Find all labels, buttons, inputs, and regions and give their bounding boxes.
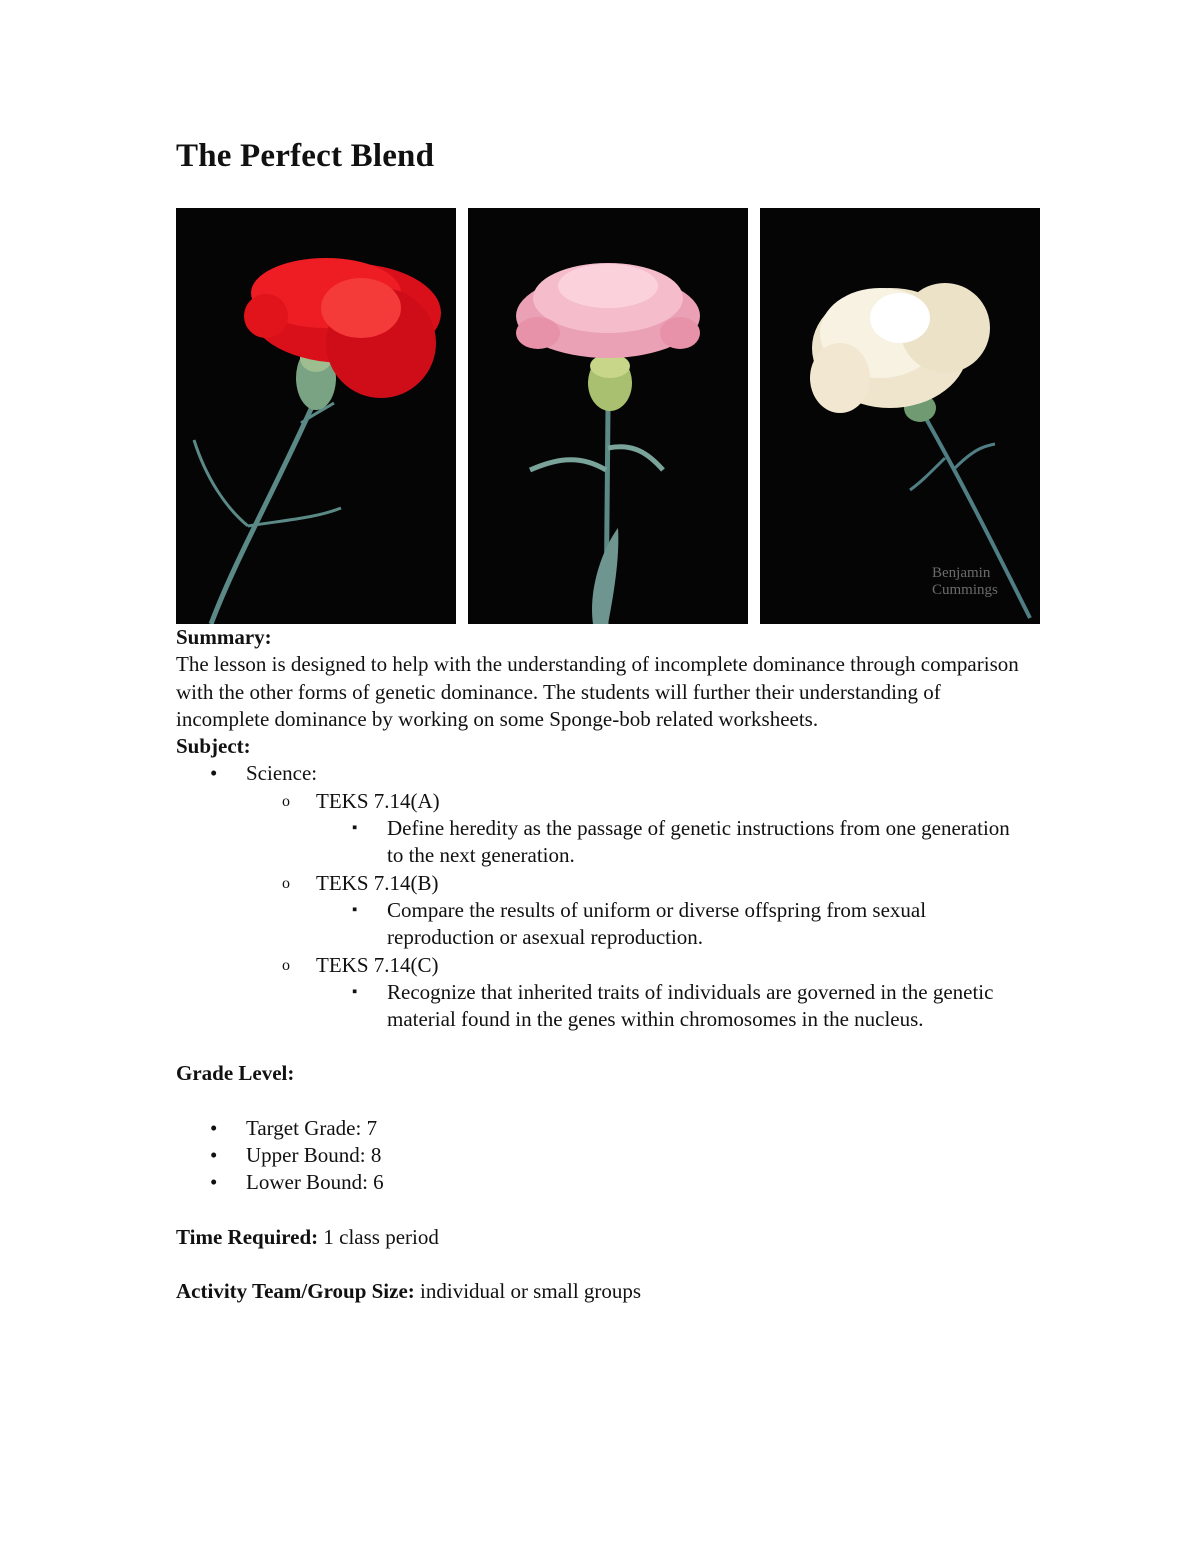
photo-credit-watermark: Benjamin Cummings xyxy=(932,565,998,598)
standard-item xyxy=(246,788,1026,870)
group-size-value: individual or small groups xyxy=(420,1278,642,1303)
spacer xyxy=(176,1197,1026,1224)
spacer xyxy=(176,1251,1026,1278)
subject-label: Subject: xyxy=(176,734,251,759)
subject-area-item xyxy=(176,760,1026,1033)
white-carnation-photo xyxy=(760,208,1040,624)
grade-level-item: • Lower Bound: 6 xyxy=(176,1169,1026,1196)
standard-description: ▪ Define heredity as the passage of genetic instructions from one generation to the next generation. xyxy=(316,815,1026,870)
grade-level-item: • Target Grade: 7 xyxy=(176,1115,1026,1142)
carnation-photo-strip xyxy=(176,208,1040,624)
document-title: The Perfect Blend xyxy=(176,138,435,174)
time-required-label: Time Required: xyxy=(176,1224,319,1249)
standard-code: TEKS 7.14(A) xyxy=(316,788,440,813)
standard-item xyxy=(246,870,1026,952)
grade-level-list xyxy=(176,1115,1026,1197)
time-required-line xyxy=(176,1224,1026,1251)
standard-detail-list xyxy=(316,897,1026,952)
subject-list xyxy=(176,760,1026,1033)
standard-description: ▪ Recognize that inherited traits of individuals are governed in the genetic material found in the genes within chromosomes in the nucleus. xyxy=(316,979,1026,1034)
standard-description: ▪ Compare the results of uniform or diverse offspring from sexual reproduction or asexual reproduction. xyxy=(316,897,1026,952)
subject-area: Science: xyxy=(246,761,318,786)
summary-text: The lesson is designed to help with the understanding of incomplete dominance through comparison with the other forms of genetic dominance. The students will further their understanding of incomplete dominance by working on some Sponge-bob related worksheets. xyxy=(176,652,1019,731)
lesson-content xyxy=(176,624,1026,1305)
standard-code: TEKS 7.14(B) xyxy=(316,870,439,895)
group-size-line xyxy=(176,1278,1026,1305)
grade-level-item: • Upper Bound: 8 xyxy=(176,1142,1026,1169)
group-size-label: Activity Team/Group Size: xyxy=(176,1278,415,1303)
standard-detail-list xyxy=(316,815,1026,870)
grade-level-label: Grade Level: xyxy=(176,1061,295,1086)
red-carnation-photo xyxy=(176,208,456,624)
time-required-value: 1 class period xyxy=(323,1224,439,1249)
standard-code: TEKS 7.14(C) xyxy=(316,952,439,977)
spacer xyxy=(176,1033,1026,1060)
standard-item xyxy=(246,952,1026,1034)
pink-carnation-photo xyxy=(468,208,748,624)
standards-list xyxy=(246,788,1026,1034)
spacer xyxy=(176,1088,1026,1115)
summary-label: Summary: xyxy=(176,625,272,649)
standard-detail-list xyxy=(316,979,1026,1034)
